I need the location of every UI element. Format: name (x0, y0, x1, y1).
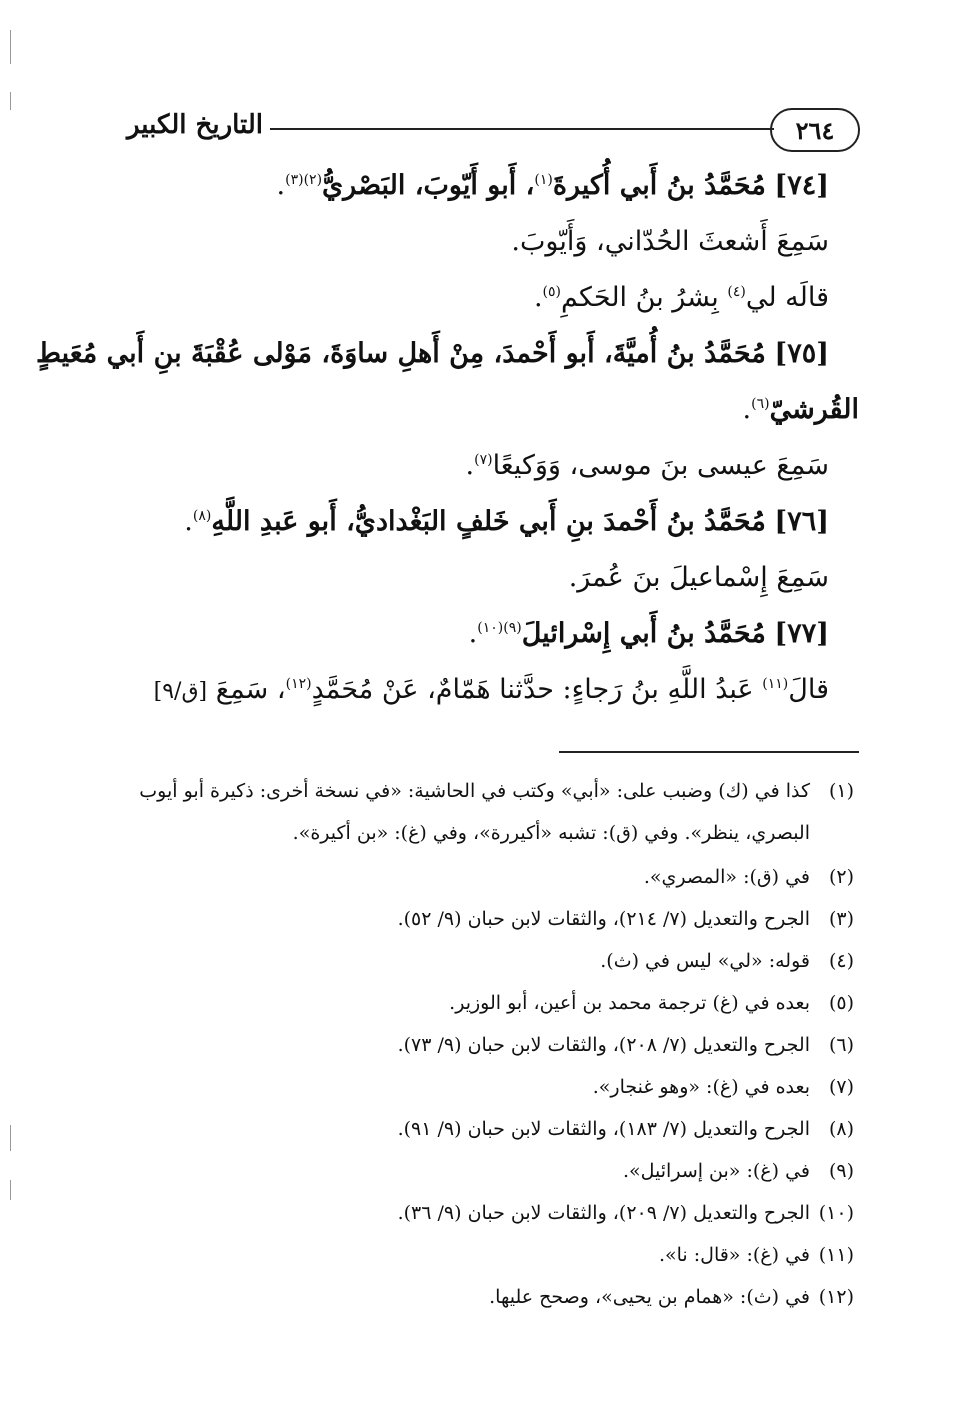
body-text: ، سَمِعَ (215, 674, 286, 705)
entry-number: [٧٧] (774, 618, 829, 649)
footnote-mark: (٥) (828, 992, 854, 1014)
body-text: بِشرُ بنُ الحَكمِ (561, 282, 728, 313)
entry-74-heading (119, 166, 829, 206)
entry-name: مُحَمَّدُ بنُ أُميَّةَ، أَبو أَحْمدَ، مِنْ أَهلِ ساوَةَ، مَوْلى عُقْبَةَ بنِ أَبي مُعَيطٍ (35, 338, 766, 369)
footnote-text: البصري، ينظر». وفي (ق): تشبه «أكيررة»، وفي (غ): «بن أكيرة». (292, 822, 810, 844)
footnote-ref: (٢)(٣) (285, 172, 323, 188)
footnote-5 (119, 988, 854, 1018)
footnote-12 (119, 1282, 854, 1312)
footnote-ref: (٧) (474, 452, 493, 468)
footnote-ref: (١١) (762, 676, 789, 692)
entry-name-rest: ، أَبو أَيّوبَ، البَصْريُّ (322, 170, 535, 201)
entry-number: [٧٤] (774, 170, 829, 201)
footnote-mark: (٦) (828, 1034, 854, 1056)
footnote-2 (119, 862, 854, 892)
entry-76-heading (119, 502, 829, 542)
body-text: سَمِعَ عيسى بنَ موسى، وَوَكيعًا (492, 450, 829, 481)
footnote-ref: (١) (534, 172, 553, 188)
footnote-mark: (٤) (828, 950, 854, 972)
page-number: ٢٦٤ (795, 115, 835, 145)
footnote-mark: (٧) (828, 1076, 854, 1098)
punctuation: . (468, 618, 478, 649)
entry-name: مُحَمَّدُ بنُ أَحْمدَ بنِ أَبي خَلفٍ البَغْداديُّ، أَبو عَبدِ اللَّهِ (211, 506, 766, 537)
page-number-badge (770, 108, 860, 152)
margin-tick (10, 1180, 11, 1200)
footnote-ref: (٥) (542, 284, 562, 300)
footnote-separator (559, 751, 859, 753)
footnote-mark: (١٠) (818, 1202, 854, 1224)
footnote-text: في (غ): «بن إسرائيل». (622, 1160, 810, 1182)
footnote-8 (119, 1114, 854, 1144)
footnote-mark: (١٢) (818, 1286, 854, 1308)
footnote-mark: (٢) (828, 866, 854, 888)
punctuation: . (184, 506, 193, 537)
footnote-text: قوله: «لي» ليس في (ث). (600, 950, 810, 972)
entry-75-samia (119, 446, 829, 486)
entry-number: [٧٥] (774, 338, 829, 369)
entry-74-qalahu (119, 278, 829, 318)
footnote-10 (119, 1198, 854, 1228)
entry-77-heading (119, 614, 829, 654)
footnote-ref: (١٢) (285, 676, 312, 692)
entry-name: مُحَمَّدُ بنُ أَبي إِسْرائيلَ (521, 618, 766, 649)
footnote-mark: (١١) (818, 1244, 854, 1266)
punctuation: . (533, 282, 543, 313)
footnote-mark: (٩) (828, 1160, 854, 1182)
footnote-1 (119, 776, 854, 806)
margin-tick (10, 1125, 11, 1151)
entry-77-qala (119, 670, 829, 712)
page-header (120, 104, 860, 154)
footnote-ref: (٤) (727, 284, 746, 300)
entry-74-samia (119, 222, 829, 262)
footnote-text: بعده في (غ): «وهو غنجار». (592, 1076, 810, 1098)
book-title: التاريخ الكبير (126, 110, 264, 140)
entry-75-heading-cont (119, 390, 859, 430)
entry-name: مُحَمَّدُ بنُ أَبي أُكيرةَ (552, 170, 766, 201)
footnote-4 (119, 946, 854, 976)
footnote-3 (119, 904, 854, 934)
footnote-text: في (ث): «همام بن يحيى»، وصحح عليها. (489, 1286, 810, 1308)
footnote-text: الجرح والتعديل (٧/ ٢٠٨)، والثقات لابن حبان (٩/ ٧٣). (397, 1034, 810, 1056)
entry-75-heading (35, 334, 829, 374)
header-rule (270, 128, 774, 130)
footnote-text: في (غ): «قال: نا». (658, 1244, 810, 1266)
punctuation: . (276, 170, 286, 201)
footnote-ref: (٨) (192, 508, 212, 524)
entry-76-samia (119, 558, 829, 598)
footnote-ref: (٩)(١٠) (477, 620, 522, 636)
footnote-text: الجرح والتعديل (٧/ ٢٠٩)، والثقات لابن حبان (٩/ ٣٦). (397, 1202, 810, 1224)
entry-number: [٧٦] (774, 506, 829, 537)
footnote-9 (119, 1156, 854, 1186)
footnote-7 (119, 1072, 854, 1102)
footnote-mark: (١) (828, 780, 854, 802)
margin-tick (10, 30, 11, 64)
footnote-6 (119, 1030, 854, 1060)
footnote-text: الجرح والتعديل (٧/ ٢١٤)، والثقات لابن حبان (٩/ ٥٢). (397, 908, 810, 930)
entry-name: القُرشيّ (769, 394, 859, 425)
body-text: سَمِعَ إِسْماعيلَ بنَ عُمرَ. (568, 562, 829, 593)
footnote-text: في (ق): «المصري». (643, 866, 810, 888)
footnote-1-cont (119, 818, 810, 848)
footnote-mark: (٣) (828, 908, 854, 930)
punctuation: . (465, 450, 475, 481)
body-text: عَبدُ اللَّهِ بنُ رَجاءٍ: حدَّثنا هَمّامٌ، عَنْ مُحَمَّدٍ (311, 674, 763, 705)
margin-tick (10, 92, 11, 110)
footnote-text: بعده في (غ) ترجمة محمد بن أعين، أبو الوزير. (449, 992, 810, 1014)
footnote-ref: (٦) (751, 396, 770, 412)
punctuation: . (742, 394, 752, 425)
body-text: سَمِعَ أَشعثَ الحُدّاني، وَأَيّوبَ. (511, 226, 829, 257)
footnote-text: كذا في (ك) وضبب على: «أبي» وكتب في الحاشية: «في نسخة أخرى: ذكيرة أبو أيوب (139, 780, 810, 802)
body-text: قالَه لي (745, 282, 829, 313)
manuscript-folio-marker: [ق/٩] (153, 679, 208, 704)
body-text: قالَ (788, 674, 829, 705)
footnote-mark: (٨) (828, 1118, 854, 1140)
footnote-11 (119, 1240, 854, 1270)
footnote-text: الجرح والتعديل (٧/ ١٨٣)، والثقات لابن حبان (٩/ ٩١). (397, 1118, 810, 1140)
